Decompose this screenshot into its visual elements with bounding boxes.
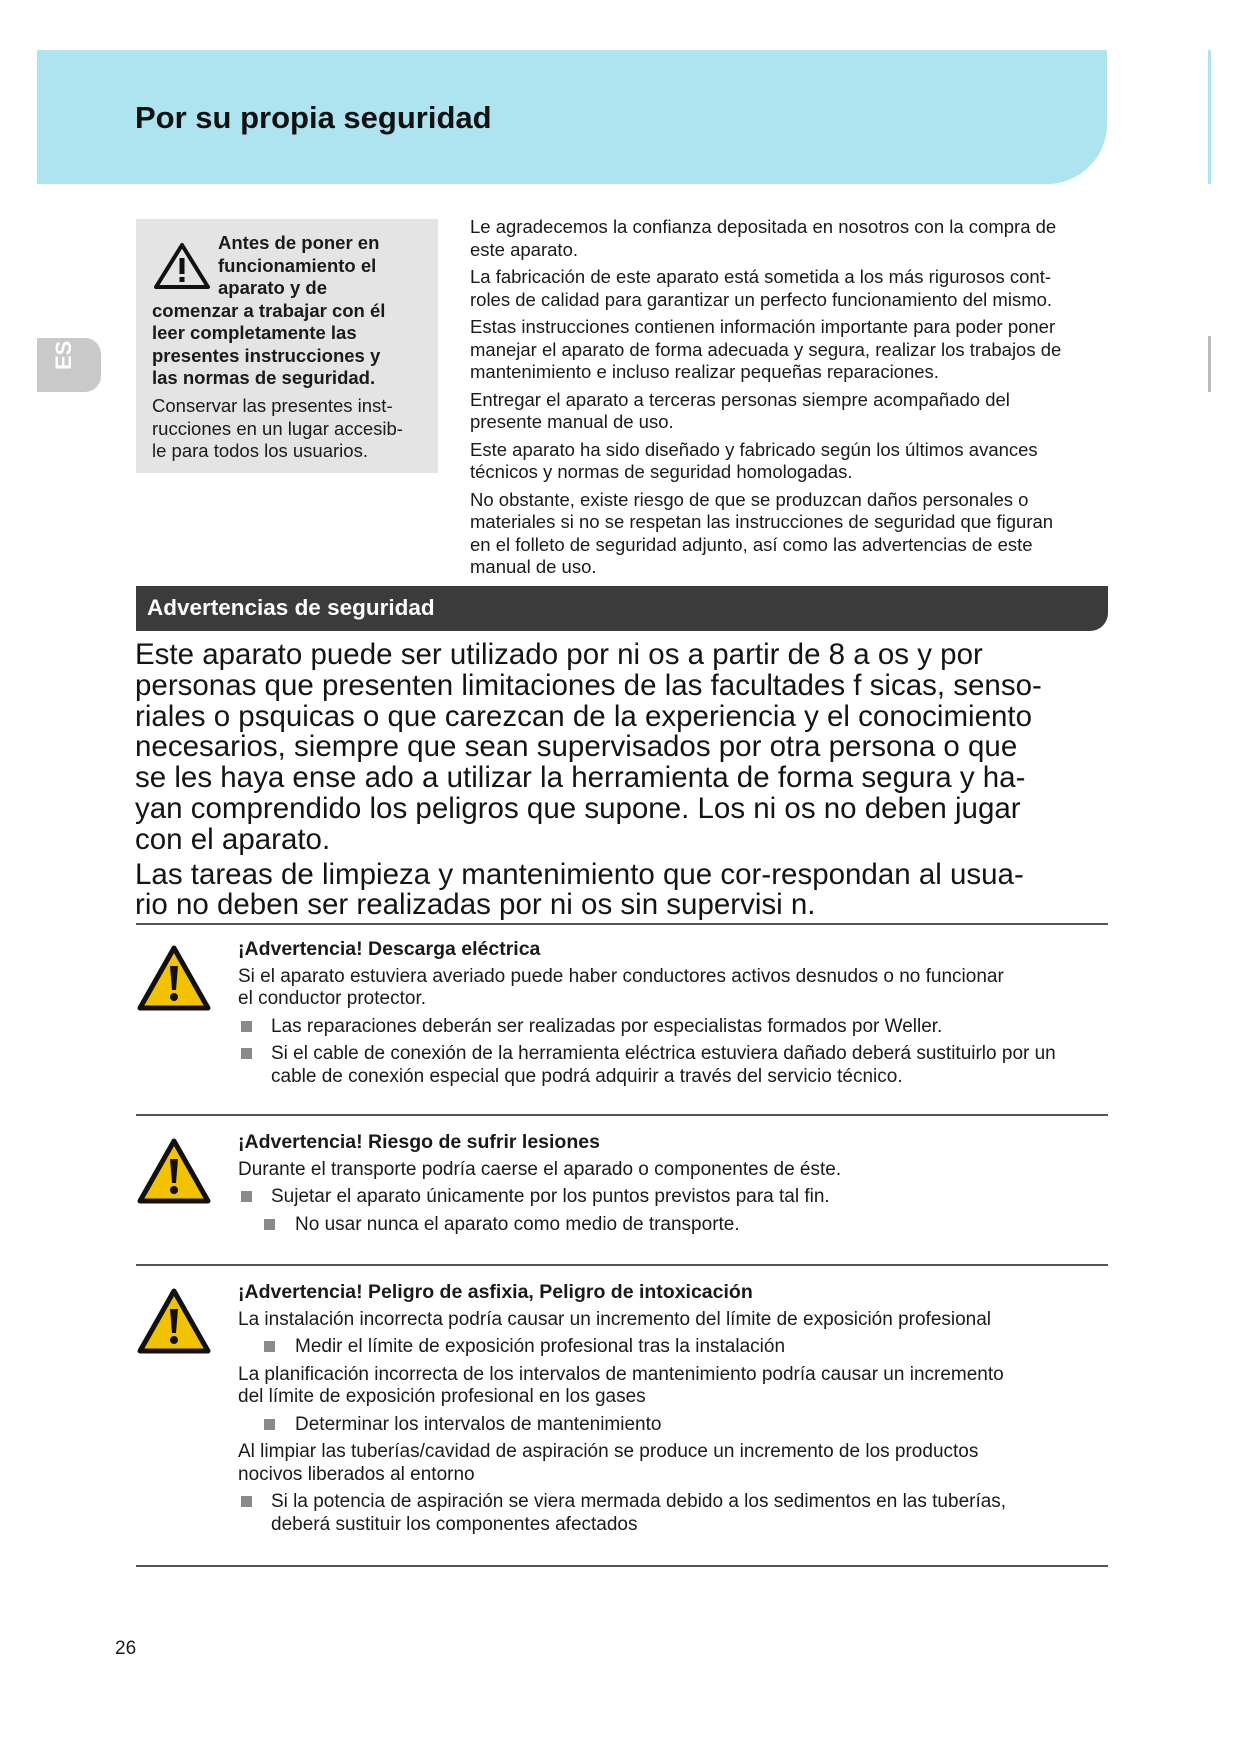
intro-paragraph: [470, 489, 1120, 579]
divider: [136, 1114, 1108, 1116]
intro-paragraph: [470, 316, 1120, 384]
intro-line: No obstante, existe riesgo de que se produzcan daños personales o: [470, 488, 1029, 510]
notice-text-line: Conservar las presentes inst-: [152, 395, 393, 416]
warning-line: Durante el transporte podría caerse el aparado o componentes de éste.: [238, 1158, 842, 1180]
notice-text-line: le para todos los usuarios.: [152, 440, 368, 461]
language-tab-label: ES: [51, 340, 76, 370]
statement-line: personas que presenten limitaciones de las facultades f sicas, senso-: [135, 668, 1042, 702]
language-tab: [37, 338, 101, 392]
margin-rule-top: [1208, 50, 1211, 184]
intro-line: este aparato.: [470, 238, 578, 260]
warning-body: [238, 1281, 1108, 1541]
statement-line: necesarios, siempre que sean supervisados por otra persona o que: [135, 730, 1018, 764]
bullet-square-icon: [241, 1048, 252, 1059]
warning-title: ¡Advertencia! Peligro de asfixia, Peligro de intoxicación: [238, 1281, 753, 1303]
warning-triangle-icon: [136, 1287, 212, 1355]
statement-line: con el aparato.: [135, 822, 331, 856]
intro-line: manejar el aparato de forma adecuada y segura, realizar los trabajos de: [470, 338, 1062, 360]
margin-rule-middle: [1208, 336, 1211, 392]
statement-paragraph: [135, 857, 1115, 922]
warning-line: Sujetar el aparato únicamente por los puntos previstos para tal fin.: [271, 1186, 830, 1207]
statement-line: riales o psquicas o que carezcan de la experiencia y el conocimiento: [135, 699, 1032, 733]
warning-bullet: [238, 1186, 1108, 1209]
statement-line: se les haya ense ado a utilizar la herramienta de forma segura y ha-: [135, 761, 1026, 795]
intro-paragraph: [470, 439, 1120, 484]
warning-title: ¡Advertencia! Riesgo de sufrir lesiones: [238, 1131, 600, 1153]
notice-text-line: rucciones en un lugar accesib-: [152, 417, 403, 439]
intro-line: roles de calidad para garantizar un perfecto funcionamiento del mismo.: [470, 288, 1053, 310]
warning-text: [238, 1441, 1108, 1486]
bullet-square-icon: [264, 1341, 275, 1352]
intro-paragraph: [470, 266, 1120, 311]
warning-line: Al limpiar las tuberías/cavidad de aspiración se produce un incremento de los productos: [238, 1441, 979, 1462]
page-title: Por su propia seguridad: [135, 100, 492, 135]
warning-title: ¡Advertencia! Descarga eléctrica: [238, 938, 541, 960]
warning-bullet: [238, 1336, 1108, 1359]
intro-line: Este aparato ha sido diseñado y fabricado según los últimos avances: [470, 438, 1038, 460]
warning-line: del límite de exposición profesional en los gases: [238, 1386, 646, 1407]
warning-text: [238, 966, 1108, 1011]
divider: [136, 1264, 1108, 1266]
notice-line: funcionamiento el: [218, 254, 377, 276]
section-header: [136, 586, 1108, 631]
warning-line: nocivos liberados al entorno: [238, 1463, 475, 1485]
bullet-square-icon: [264, 1219, 275, 1230]
intro-line: La fabricación de este aparato está sometida a los más rigurosos cont-: [470, 266, 1052, 287]
warning-line: Si la potencia de aspiración se viera mermada debido a los sedimentos en las tuberías,: [271, 1491, 1007, 1512]
intro-line: en el folleto de seguridad adjunto, así como las advertencias de este: [470, 533, 1033, 555]
warning-line: La instalación incorrecta podría causar un incremento del límite de exposición profesional: [238, 1308, 992, 1330]
statement-line: Las tareas de limpieza y mantenimiento que cor-respondan al usua-: [135, 857, 1024, 891]
statement-line: yan comprendido los peligros que supone. Los ni os no deben jugar: [135, 791, 1021, 825]
divider: [136, 923, 1108, 925]
intro-line: Estas instrucciones contienen información importante para poder poner: [470, 316, 1056, 337]
warning-line: La planificación incorrecta de los intervalos de mantenimiento podría causar un incremento: [238, 1363, 1004, 1385]
warning-bullet: [238, 1491, 1108, 1536]
bullet-square-icon: [241, 1021, 252, 1032]
bullet-square-icon: [241, 1191, 252, 1202]
warning-text: [238, 1159, 1108, 1182]
warning-bullet: [238, 1043, 1108, 1088]
warning-line: Si el aparato estuviera averiado puede haber conductores activos desnudos o no funcionar: [238, 965, 1004, 987]
intro-line: mantenimiento e incluso realizar pequeñas reparaciones.: [470, 361, 939, 382]
statement-line: Este aparato puede ser utilizado por ni os a partir de 8 a os y por: [135, 638, 983, 671]
warning-line: No usar nunca el aparato como medio de transporte.: [295, 1213, 740, 1235]
warning-body: [238, 938, 1108, 1093]
intro-line: materiales si no se respetan las instrucciones de seguridad que figuran: [470, 511, 1054, 532]
warning-triangle-icon: [136, 944, 212, 1012]
warning-text: [238, 1309, 1108, 1332]
intro-text: [470, 216, 1120, 584]
intro-paragraph: [470, 216, 1120, 261]
warning-bullet: [238, 1414, 1108, 1437]
intro-paragraph: [470, 389, 1120, 434]
intro-line: presente manual de uso.: [470, 411, 674, 432]
intro-line: manual de uso.: [470, 556, 597, 577]
warning-line: Medir el límite de exposición profesional tras la instalación: [295, 1336, 786, 1357]
statement-line: rio no deben ser realizadas por ni os sin supervisi n.: [135, 888, 816, 922]
intro-line: Le agradecemos la confianza depositada en nosotros con la compra de: [470, 216, 1057, 237]
warning-line: el conductor protector.: [238, 988, 426, 1009]
warning-line: Las reparaciones deberán ser realizadas por especialistas formados por Weller.: [271, 1015, 943, 1037]
notice-line: aparato y de: [218, 277, 327, 298]
notice-line: leer completamente las: [152, 322, 357, 343]
notice-line: Antes de poner en: [218, 232, 380, 253]
notice-line: presentes instrucciones y: [152, 344, 381, 366]
section-title: Advertencias de seguridad: [147, 595, 435, 620]
notice-bold-text: [152, 232, 430, 390]
warning-triangle-icon: [136, 1137, 212, 1205]
warning-body: [238, 1131, 1108, 1241]
bullet-square-icon: [241, 1496, 252, 1507]
warning-line: deberá sustituir los componentes afectados: [271, 1513, 638, 1535]
page-number: 26: [115, 1638, 137, 1659]
warning-bullet: [238, 1214, 1108, 1237]
warning-line: Si el cable de conexión de la herramienta eléctrica estuviera dañado deberá sustituirlo por un: [271, 1043, 1056, 1064]
notice-line: las normas de seguridad.: [152, 367, 376, 388]
notice-text: [152, 395, 432, 463]
intro-line: técnicos y normas de seguridad homologadas.: [470, 461, 853, 482]
warning-bullet: [238, 1016, 1108, 1039]
warning-line: cable de conexión especial que podrá adquirir a través del servicio técnico.: [271, 1065, 903, 1087]
warning-text: [238, 1364, 1108, 1409]
warning-line: Determinar los intervalos de mantenimiento: [295, 1413, 662, 1435]
child-safety-statement: [135, 640, 1115, 925]
intro-line: Entregar el aparato a terceras personas siempre acompañado del: [470, 388, 1010, 410]
notice-line: comenzar a trabajar con él: [152, 299, 386, 321]
statement-paragraph: [135, 640, 1115, 856]
divider: [136, 1565, 1108, 1567]
bullet-square-icon: [264, 1419, 275, 1430]
